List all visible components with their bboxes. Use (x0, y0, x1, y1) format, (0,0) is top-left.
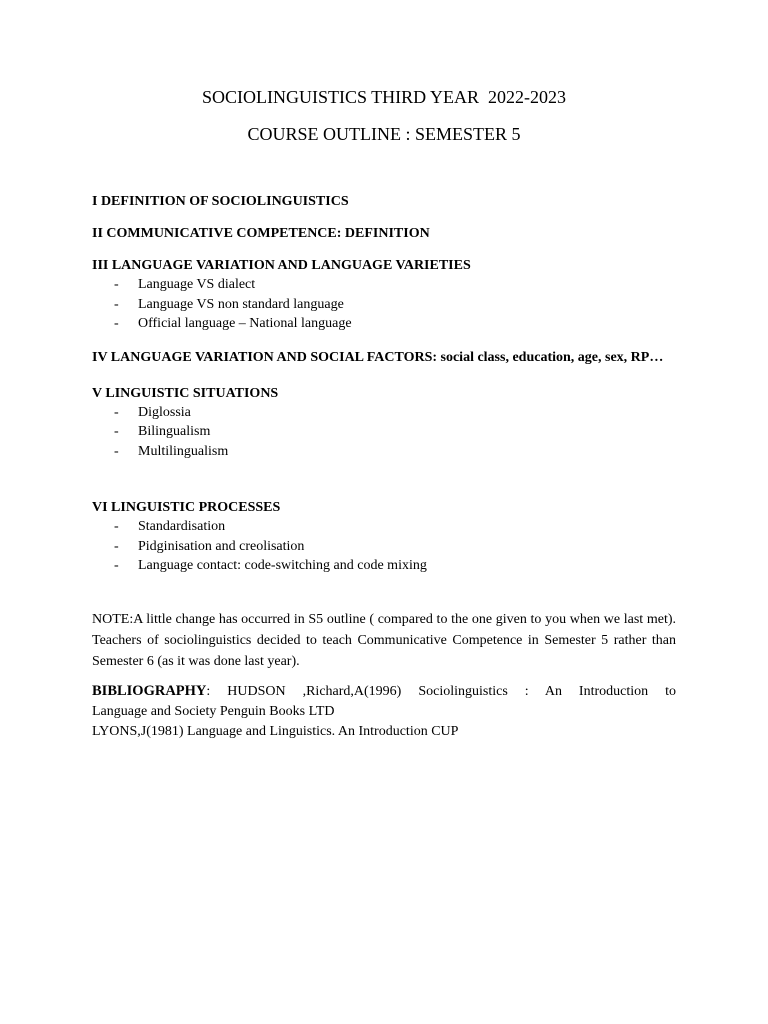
list-item-text: Language contact: code-switching and code mixing (138, 558, 427, 573)
bullet-dash: - (114, 519, 119, 534)
list-item-text: Language VS dialect (138, 277, 256, 292)
list-item (92, 295, 676, 315)
bullet-dash: - (114, 538, 119, 554)
list-item-text: Multilingualism (138, 443, 229, 459)
section-3-list (92, 275, 676, 334)
section-heading-2: II COMMUNICATIVE COMPETENCE: DEFINITION (92, 226, 430, 241)
bullet-dash: - (114, 558, 119, 573)
section-6-list (92, 517, 676, 576)
bullet-dash: - (114, 424, 119, 439)
document-title: SOCIOLINGUISTICS THIRD YEAR 2022-2023 (202, 87, 566, 107)
list-item-text: Official language – National language (138, 316, 352, 331)
section-heading-5: V LINGUISTIC SITUATIONS (92, 385, 279, 401)
bibliography-entry-1-continued: Language and Society Penguin Books LTD (92, 703, 335, 719)
document-subtitle: COURSE OUTLINE : SEMESTER 5 (247, 124, 521, 144)
list-item (92, 275, 676, 295)
bullet-dash: - (114, 404, 119, 420)
bibliography-entry-1 (92, 681, 676, 702)
bullet-dash: - (114, 277, 119, 292)
section-5-list (92, 403, 676, 462)
bibliography-entry-1-text: : HUDSON ,Richard,A(1996) Sociolinguistics : An Introduction to (206, 683, 676, 699)
note-paragraph: NOTE:A little change has occurred in S5 outline ( compared to the one given to you when we last met). Teachers of sociolinguistics decided to teach Communicative Competence in Semester 5 rather than Semester 6 (as it was done last year). (92, 611, 676, 669)
section-heading-1: I DEFINITION OF SOCIOLINGUISTICS (92, 194, 349, 209)
list-item (92, 403, 676, 423)
section-heading-3: III LANGUAGE VARIATION AND LANGUAGE VARIETIES (92, 258, 471, 273)
bullet-dash: - (114, 316, 119, 331)
bibliography-entry-2: LYONS,J(1981) Language and Linguistics. An Introduction CUP (92, 723, 459, 739)
list-item (92, 422, 676, 442)
list-item (92, 442, 676, 462)
section-heading-4: IV LANGUAGE VARIATION AND SOCIAL FACTORS: social class, education, age, sex, RP… (92, 349, 664, 365)
list-item-text: Bilingualism (138, 424, 211, 439)
course-outline (92, 192, 676, 742)
list-item (92, 314, 676, 334)
list-item-text: Standardisation (138, 519, 226, 534)
list-item (92, 537, 676, 557)
list-item-text: Language VS non standard language (138, 296, 344, 312)
list-item (92, 517, 676, 537)
bullet-dash: - (114, 296, 119, 312)
list-item-text: Diglossia (138, 404, 191, 420)
bullet-dash: - (114, 443, 119, 459)
bibliography-label: BIBLIOGRAPHY (92, 682, 207, 699)
list-item (92, 556, 676, 576)
list-item-text: Pidginisation and creolisation (138, 538, 305, 554)
section-heading-6: VI LINGUISTIC PROCESSES (92, 500, 281, 515)
bibliography (92, 681, 676, 742)
